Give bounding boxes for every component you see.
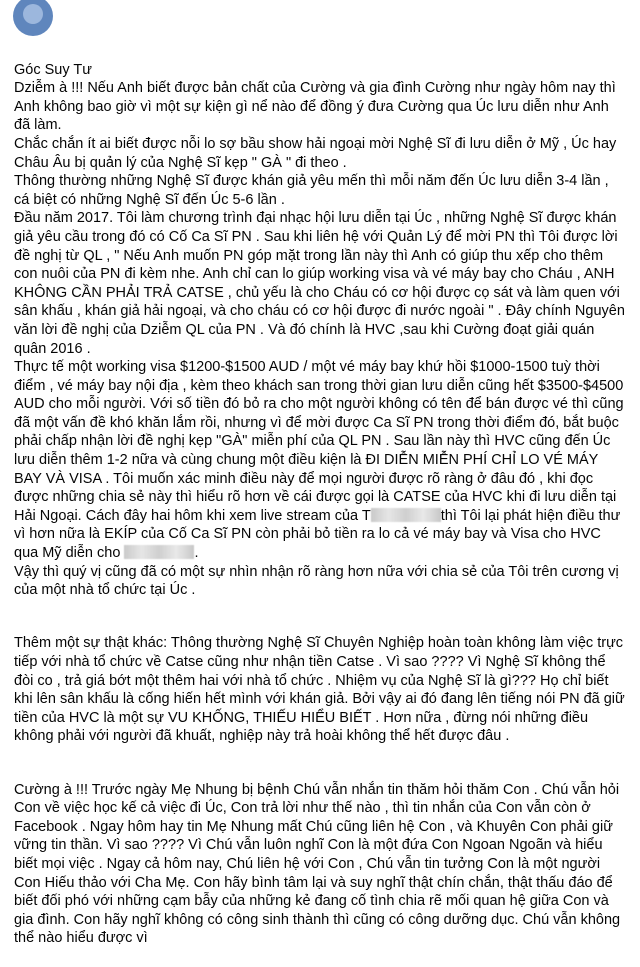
author-avatar[interactable] — [13, 0, 53, 36]
post-header — [0, 0, 640, 42]
redacted-name-1 — [371, 508, 441, 522]
post-paragraph-1-text-2: thì Tôi lại phát hiện điều thư vì hơn nữa là EKÍP của Cố Ca Sĩ PN còn phải bỏ tiền ra lo cả vé máy bay và Visa cho HVC qua Mỹ diễn cho — [14, 507, 621, 562]
post-paragraph-1 — [14, 61, 628, 600]
post-paragraph-3: Cường à !!! Trước ngày Mẹ Nhung bị bệnh Chú vẫn nhắn tin thăm hỏi thăm Con . Chú vẫn hỏi Con về việc học kế cả việc đi Úc, Con trả lời như thế nào , thì tin nhắn của Con vẫn còn ở Facebook . Ngay hôm hay tin Mẹ Nhung mất Chú cũng liên hệ Con , và Khuyên Con phải giữ vững tin thần. Vì sao ???? Vì Chú vẫn luôn nghĩ Con là một đứa Con Ngoan Ngoãn và hiểu biết mọi việc . Ngay cả hôm nay, Chú liên hệ với Con , Chú vẫn tin tưởng Con là một người Con Hiếu thảo với Cha Mẹ. Con hãy bình tâm lại và suy nghĩ thật chín chắn, thật thấu đáo để biết đối phó với những cạm bẫy của những kẻ đang cố tình chia rẽ mối quan hệ giữa Con và gia đình. Con hãy nghĩ không có công sinh thành thì cũng có công dưỡng dục. Chú vẫn không thể nào hiểu được vì — [14, 781, 621, 947]
post-paragraph-2: Thêm một sự thật khác: Thông thường Nghệ Sĩ Chuyên Nghiệp hoàn toàn không làm việc trực tiếp với nhà tổ chức về Catse cũng như nhận tiền Catse . Vì sao ???? Vì Nghệ Sĩ không thể đòi co , trả giá bớt một thêm hai với nhà tổ chức . Nhiệm vụ của Nghệ Sĩ là gì??? Họ chỉ biết khi lên sân khấu là cống hiến hết mình với khán giả. Bởi vậy ai đó đang lên tiếng nói PN đã giữ tiền của HVC là một sự VU KHỐNG, THIẾU HIỂU BIẾT . Hơn nữa , đừng nói những điều không phải với người đã khuất, nghiệp này trả hoài không thể hết được đâu . — [14, 635, 625, 745]
post-paragraph-1-text: Góc Suy Tư Dziễm à !!! Nếu Anh biết được bản chất của Cường và gia đình Cường như ngày hôm nay thì Anh không bao giờ vì một sự kiện gì nể nào để đồng ý đưa Cường qua Úc lưu diễn như Anh đã làm. Chắc chắn ít ai biết được nỗi lo sợ bầu show hải ngoại mời Nghệ Sĩ đi lưu diễn ở Mỹ , Úc hay Châu Âu bị quản lý của Nghệ Sĩ kẹp " GÀ " đi theo . Thông thường những Nghệ Sĩ được khán giả yêu mến thì mỗi năm đến Úc lưu diễn 3-4 lần , cá biệt có những Nghệ Sĩ đến Úc 5-6 lần . Đầu năm 2017. Tôi làm chương trình đại nhạc hội lưu diễn tại Úc , những Nghệ Sĩ được khán giả yêu cầu trong đó có Cố Ca Sĩ PN . Sau khi liên hệ với Quản Lý để mời PN thì Tôi được lời đề nghị từ QL , " Nếu Anh muốn PN góp mặt trong lần này thì Anh có giúp thu xếp cho thêm con nuôi của PN đi kèm nhe. Anh chỉ can lo giúp working visa và vé máy bay cho Cháu , ANH KHÔNG CẦN PHẢI TRẢ CATSE , chủ yếu là cho Cháu có cơ hội được cọ sát và làm quen với sân khấu , khán giả hải ngoại, và cho cháu có cơ hội được đi nước ngoài " . Đây chính Nguyên văn lời đề nghị của Dziễm QL của PN . Và đó chính là HVC ,sau khi Cường đoạt giải quán quân 2016 . Thực tế một working visa $1200-$1500 AUD / một vé máy bay khứ hồi $1000-1500 tuỳ thời điểm , vé máy bay nội địa , kèm theo khách san trong thời gian lưu diễn cũng hết $3500-$4500 AUD cho mỗi người. Với số tiền đó bỏ ra cho một người không có tên để bán được vé thì cũng đã một vấn đề khó khăn lắm rồi, nhưng vì để mời được Ca Sĩ PN trong thời điểm đó, bắt buộc phải chấp nhận lời đề nghị kẹp "GÀ" miễn phí của QL PN . Sau lần này thì HVC cũng đến Úc lưu diễn thêm 1-2 nữa và cùng chung một điều kiện là ĐI DIỄN MIỄN PHÍ CHỈ LO VÉ MÁY BAY VÀ VISA . Tôi muốn xác minh điều này để mọi người được rõ ràng ở đâu đó , khi đọc được những chia sẻ này thì hiểu rõ hơn về cái được gọi là CATSE của HVC khi đi lưu diễn tại Hải Ngoại. Cách đây hai hôm khi xem live stream của T — [14, 61, 625, 524]
post-paragraph-1-text-3: . Vậy thì quý vị cũng đã có một sự nhìn nhận rõ ràng hơn nữa với chia sẻ của Tôi trên cương vị của một nhà tổ chức tại Úc . — [14, 545, 619, 599]
redacted-name-2 — [124, 545, 194, 559]
post-body — [14, 42, 628, 967]
